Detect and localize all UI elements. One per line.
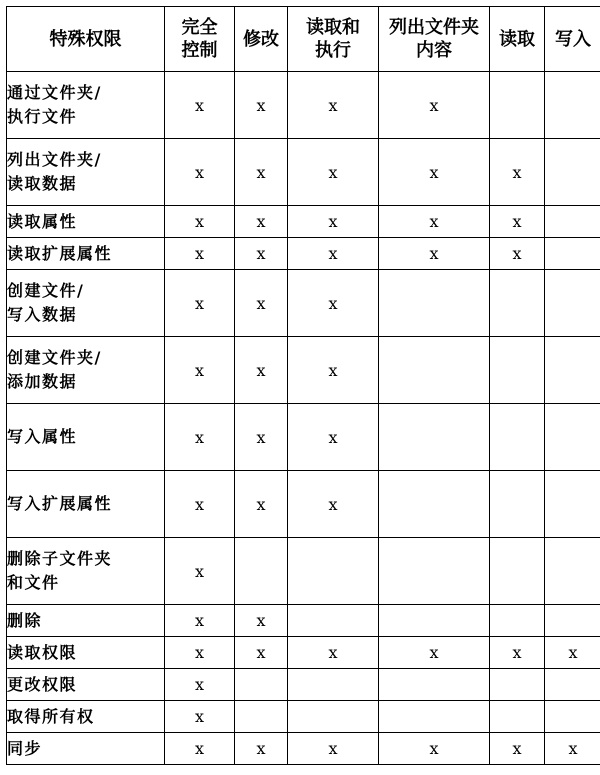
cell-read-execute xyxy=(288,701,379,733)
cell-read-execute xyxy=(288,669,379,701)
cell-read xyxy=(490,270,545,337)
cell-full-control: x xyxy=(165,72,235,139)
cell-write xyxy=(545,471,600,538)
cell-read xyxy=(490,701,545,733)
header-read: 读取 xyxy=(490,7,545,72)
table-row xyxy=(7,637,600,669)
table-row xyxy=(7,538,600,605)
cell-write xyxy=(545,139,600,206)
table-row xyxy=(7,605,600,637)
cell-modify: x xyxy=(235,270,288,337)
cell-full-control: x xyxy=(165,701,235,733)
cell-full-control: x xyxy=(165,669,235,701)
cell-list-folder xyxy=(379,669,490,701)
table-row xyxy=(7,471,600,538)
cell-read xyxy=(490,404,545,471)
cell-write xyxy=(545,701,600,733)
table-row xyxy=(7,270,600,337)
cell-read xyxy=(490,669,545,701)
permission-name: 删除 xyxy=(7,605,165,637)
cell-read: x xyxy=(490,637,545,669)
table-header xyxy=(7,7,600,72)
table-row xyxy=(7,206,600,238)
header-write: 写入 xyxy=(545,7,600,72)
cell-full-control: x xyxy=(165,471,235,538)
table-row xyxy=(7,701,600,733)
cell-write xyxy=(545,238,600,270)
permission-name: 读取属性 xyxy=(7,206,165,238)
cell-full-control: x xyxy=(165,206,235,238)
permission-name: 读取扩展属性 xyxy=(7,238,165,270)
table-row xyxy=(7,337,600,404)
cell-list-folder: x xyxy=(379,238,490,270)
cell-full-control: x xyxy=(165,404,235,471)
cell-modify xyxy=(235,701,288,733)
cell-full-control: x xyxy=(165,139,235,206)
permission-name: 列出文件夹/ 读取数据 xyxy=(7,139,165,206)
header-modify: 修改 xyxy=(235,7,288,72)
cell-list-folder xyxy=(379,471,490,538)
cell-list-folder: x xyxy=(379,206,490,238)
cell-read: x xyxy=(490,206,545,238)
cell-read: x xyxy=(490,238,545,270)
table-row xyxy=(7,404,600,471)
cell-full-control: x xyxy=(165,337,235,404)
cell-modify xyxy=(235,669,288,701)
cell-list-folder xyxy=(379,270,490,337)
table-row xyxy=(7,139,600,206)
cell-modify: x xyxy=(235,404,288,471)
cell-read xyxy=(490,605,545,637)
cell-write xyxy=(545,538,600,605)
cell-read-execute xyxy=(288,605,379,637)
cell-write xyxy=(545,669,600,701)
cell-read xyxy=(490,72,545,139)
cell-read-execute: x xyxy=(288,206,379,238)
cell-full-control: x xyxy=(165,637,235,669)
cell-write xyxy=(545,605,600,637)
cell-read-execute: x xyxy=(288,270,379,337)
cell-read-execute xyxy=(288,538,379,605)
header-read-execute: 读取和 执行 xyxy=(288,7,379,72)
cell-read-execute: x xyxy=(288,733,379,765)
cell-list-folder: x xyxy=(379,637,490,669)
permission-name: 更改权限 xyxy=(7,669,165,701)
table-row xyxy=(7,238,600,270)
permission-name: 取得所有权 xyxy=(7,701,165,733)
cell-modify: x xyxy=(235,337,288,404)
header-special-permission: 特殊权限 xyxy=(7,7,165,72)
cell-list-folder xyxy=(379,701,490,733)
cell-modify: x xyxy=(235,605,288,637)
cell-read-execute: x xyxy=(288,72,379,139)
cell-modify: x xyxy=(235,206,288,238)
header-list-folder: 列出文件夹 内容 xyxy=(379,7,490,72)
header-row xyxy=(7,7,600,72)
cell-read-execute: x xyxy=(288,337,379,404)
cell-read xyxy=(490,337,545,404)
cell-list-folder xyxy=(379,404,490,471)
cell-full-control: x xyxy=(165,270,235,337)
cell-list-folder xyxy=(379,538,490,605)
permission-name: 写入扩展属性 xyxy=(7,471,165,538)
table-row xyxy=(7,733,600,765)
permission-name: 创建文件/ 写入数据 xyxy=(7,270,165,337)
cell-write: x xyxy=(545,637,600,669)
table-body xyxy=(7,72,600,765)
permission-name: 同步 xyxy=(7,733,165,765)
cell-list-folder: x xyxy=(379,139,490,206)
cell-list-folder: x xyxy=(379,72,490,139)
cell-modify xyxy=(235,538,288,605)
cell-list-folder xyxy=(379,337,490,404)
cell-read-execute: x xyxy=(288,139,379,206)
cell-full-control: x xyxy=(165,238,235,270)
permission-name: 写入属性 xyxy=(7,404,165,471)
cell-write xyxy=(545,206,600,238)
permission-name: 通过文件夹/ 执行文件 xyxy=(7,72,165,139)
cell-read-execute: x xyxy=(288,637,379,669)
cell-modify: x xyxy=(235,238,288,270)
cell-write xyxy=(545,337,600,404)
permission-name: 删除子文件夹 和文件 xyxy=(7,538,165,605)
special-permissions-table xyxy=(6,6,600,765)
cell-full-control: x xyxy=(165,605,235,637)
cell-read: x xyxy=(490,733,545,765)
cell-full-control: x xyxy=(165,733,235,765)
cell-read: x xyxy=(490,139,545,206)
cell-read-execute: x xyxy=(288,471,379,538)
cell-write xyxy=(545,72,600,139)
cell-modify: x xyxy=(235,139,288,206)
cell-modify: x xyxy=(235,72,288,139)
table-row xyxy=(7,669,600,701)
cell-modify: x xyxy=(235,471,288,538)
cell-write xyxy=(545,404,600,471)
cell-modify: x xyxy=(235,733,288,765)
cell-modify: x xyxy=(235,637,288,669)
permission-name: 创建文件夹/ 添加数据 xyxy=(7,337,165,404)
permission-name: 读取权限 xyxy=(7,637,165,669)
cell-read xyxy=(490,538,545,605)
cell-list-folder: x xyxy=(379,733,490,765)
header-full-control: 完全 控制 xyxy=(165,7,235,72)
cell-read-execute: x xyxy=(288,238,379,270)
cell-write: x xyxy=(545,733,600,765)
table-row xyxy=(7,72,600,139)
cell-write xyxy=(545,270,600,337)
cell-full-control: x xyxy=(165,538,235,605)
cell-list-folder xyxy=(379,605,490,637)
cell-read xyxy=(490,471,545,538)
cell-read-execute: x xyxy=(288,404,379,471)
